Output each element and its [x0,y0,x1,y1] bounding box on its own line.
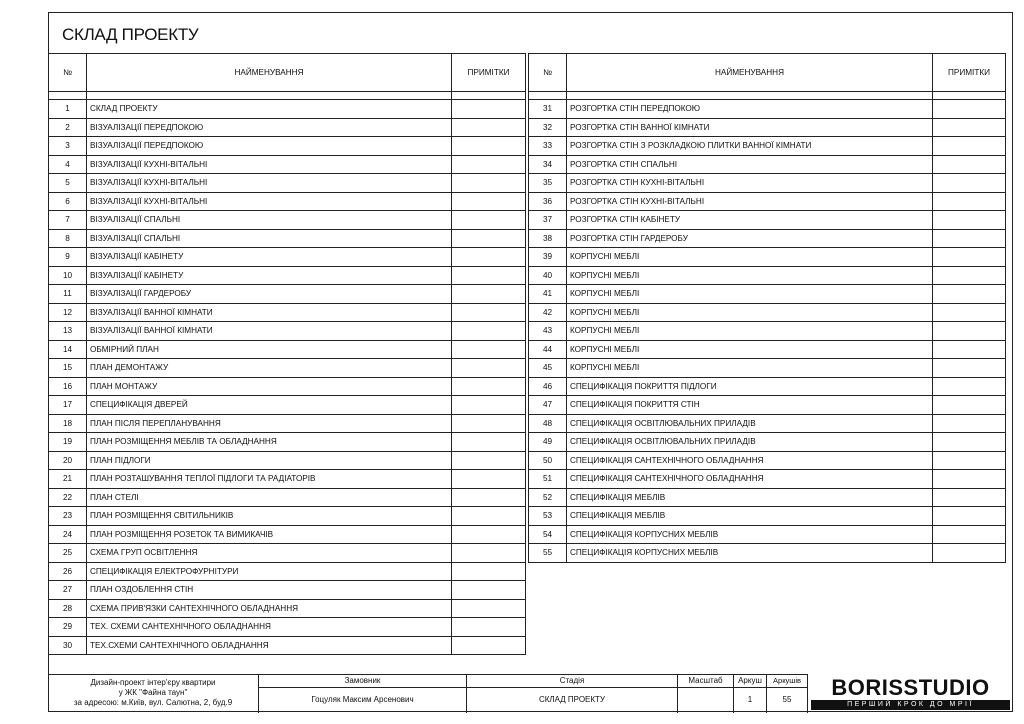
row-title: РОЗГОРТКА СТІН КУХНІ-ВІТАЛЬНІ [567,174,933,193]
row-notes [452,229,526,248]
row-notes [452,100,526,119]
row-notes [452,581,526,600]
row-number: 42 [529,303,567,322]
table-row [49,414,526,433]
table-row [49,433,526,452]
table-row [49,285,526,304]
row-title: СПЕЦИФІКАЦІЯ ДВЕРЕЙ [87,396,452,415]
table-row [49,174,526,193]
row-notes [452,192,526,211]
title-block [48,674,808,713]
header-notes: ПРИМІТКИ [452,54,526,92]
row-number: 36 [529,192,567,211]
row-number: 38 [529,229,567,248]
row-title: СХЕМА ГРУП ОСВІТЛЕННЯ [87,544,452,563]
scale-label: Масштаб [678,675,734,688]
table-row [529,174,1006,193]
row-number: 18 [49,414,87,433]
row-title: ПЛАН СТЕЛІ [87,488,452,507]
row-title: СХЕМА ПРИВ'ЯЗКИ САНТЕХНІЧНОГО ОБЛАДНАННЯ [87,599,452,618]
scale-value [678,688,734,713]
table-row [529,285,1006,304]
row-notes [452,636,526,655]
row-title: ПЛАН РОЗМІЩЕННЯ СВІТИЛЬНИКІВ [87,507,452,526]
row-notes [452,211,526,230]
stage-label: Стадія [467,675,678,688]
row-number: 13 [49,322,87,341]
row-number: 22 [49,488,87,507]
row-title: КОРПУСНІ МЕБЛІ [567,322,933,341]
table-row [49,377,526,396]
row-number: 17 [49,396,87,415]
row-title: ПЛАН ПІСЛЯ ПЕРЕПЛАНУВАННЯ [87,414,452,433]
table-row [529,192,1006,211]
row-title: ТЕХ. СХЕМИ САНТЕХНІЧНОГО ОБЛАДНАННЯ [87,618,452,637]
table-row [49,322,526,341]
row-title: СКЛАД ПРОЕКТУ [87,100,452,119]
row-notes [933,118,1006,137]
table-row [49,488,526,507]
row-title: СПЕЦИФІКАЦІЯ ЕЛЕКТРОФУРНІТУРИ [87,562,452,581]
stage-value: СКЛАД ПРОЕКТУ [467,688,678,713]
table-row [49,192,526,211]
table-row [529,525,1006,544]
row-title: КОРПУСНІ МЕБЛІ [567,303,933,322]
row-notes [933,137,1006,156]
client-label: Замовник [259,675,467,688]
row-notes [933,266,1006,285]
row-number: 48 [529,414,567,433]
row-title: ВІЗУАЛІЗАЦІЇ КАБІНЕТУ [87,266,452,285]
row-title: ВІЗУАЛІЗАЦІЇ ВАННОЇ КІМНАТИ [87,322,452,341]
row-title: РОЗГОРТКА СТІН ВАННОЇ КІМНАТИ [567,118,933,137]
row-notes [933,470,1006,489]
table-row [529,248,1006,267]
row-title: ВІЗУАЛІЗАЦІЇ ПЕРЕДПОКОЮ [87,118,452,137]
row-number: 26 [49,562,87,581]
row-notes [933,155,1006,174]
row-number: 55 [529,544,567,563]
table-row [529,359,1006,378]
table-row [49,303,526,322]
table-row [529,544,1006,563]
row-number: 29 [49,618,87,637]
row-title: СПЕЦИФІКАЦІЯ ОСВІТЛЮВАЛЬНИХ ПРИЛАДІВ [567,433,933,452]
client-value: Гоцуляк Максим Арсенович [259,688,467,713]
table-row [529,100,1006,119]
row-title: ТЕХ.СХЕМИ САНТЕХНІЧНОГО ОБЛАДНАННЯ [87,636,452,655]
row-notes [933,414,1006,433]
table-row [49,507,526,526]
row-title: КОРПУСНІ МЕБЛІ [567,359,933,378]
row-notes [452,544,526,563]
table-row [49,618,526,637]
table-row [49,100,526,119]
row-title: РОЗГОРТКА СТІН ПЕРЕДПОКОЮ [567,100,933,119]
row-notes [452,433,526,452]
row-title: ВІЗУАЛІЗАЦІЇ КУХНІ-ВІТАЛЬНІ [87,174,452,193]
page-title: СКЛАД ПРОЕКТУ [62,25,199,44]
table-row [49,525,526,544]
row-notes [452,248,526,267]
row-number: 5 [49,174,87,193]
row-notes [933,359,1006,378]
row-notes [933,433,1006,452]
row-notes [933,248,1006,267]
row-number: 25 [49,544,87,563]
row-title: РОЗГОРТКА СТІН З РОЗКЛАДКОЮ ПЛИТКИ ВАННОЇ КІМНАТИ [567,137,933,156]
row-number: 9 [49,248,87,267]
row-number: 23 [49,507,87,526]
row-number: 4 [49,155,87,174]
row-notes [933,229,1006,248]
row-notes [452,562,526,581]
table-row [49,359,526,378]
row-number: 51 [529,470,567,489]
table-row [49,266,526,285]
row-notes [452,377,526,396]
row-title: СПЕЦИФІКАЦІЯ МЕБЛІВ [567,488,933,507]
row-number: 20 [49,451,87,470]
row-title: ПЛАН РОЗМІЩЕННЯ РОЗЕТОК ТА ВИМИКАЧІВ [87,525,452,544]
row-title: ПЛАН ПІДЛОГИ [87,451,452,470]
row-title: РОЗГОРТКА СТІН СПАЛЬНІ [567,155,933,174]
row-notes [452,340,526,359]
row-number: 27 [49,581,87,600]
table-row [529,266,1006,285]
table-row [49,451,526,470]
row-number: 34 [529,155,567,174]
row-number: 53 [529,507,567,526]
row-number: 7 [49,211,87,230]
project-line: у ЖК "Файна таун" [118,688,188,697]
row-number: 37 [529,211,567,230]
row-notes [933,303,1006,322]
table-row [529,377,1006,396]
row-number: 35 [529,174,567,193]
row-number: 33 [529,137,567,156]
row-title: СПЕЦИФІКАЦІЯ КОРПУСНИХ МЕБЛІВ [567,525,933,544]
row-number: 3 [49,137,87,156]
row-number: 46 [529,377,567,396]
row-number: 8 [49,229,87,248]
header-notes: ПРИМІТКИ [933,54,1006,92]
table-row [49,470,526,489]
table-row [529,470,1006,489]
row-title: СПЕЦИФІКАЦІЯ МЕБЛІВ [567,507,933,526]
row-title: ОБМІРНИЙ ПЛАН [87,340,452,359]
row-notes [452,118,526,137]
row-title: СПЕЦИФІКАЦІЯ ОСВІТЛЮВАЛЬНИХ ПРИЛАДІВ [567,414,933,433]
row-notes [452,285,526,304]
row-title: РОЗГОРТКА СТІН КУХНІ-ВІТАЛЬНІ [567,192,933,211]
row-notes [452,137,526,156]
row-number: 16 [49,377,87,396]
row-notes [933,174,1006,193]
table-row [49,229,526,248]
table-row [529,507,1006,526]
header-num: № [529,54,567,92]
header-name: НАЙМЕНУВАННЯ [87,54,452,92]
table-row [49,562,526,581]
row-title: СПЕЦИФІКАЦІЯ ПОКРИТТЯ СТІН [567,396,933,415]
row-notes [452,396,526,415]
row-notes [933,322,1006,341]
row-number: 19 [49,433,87,452]
table-row [529,155,1006,174]
row-title: ВІЗУАЛІЗАЦІЇ КУХНІ-ВІТАЛЬНІ [87,155,452,174]
contents-table-right [528,53,1006,563]
row-number: 24 [49,525,87,544]
table-row [49,599,526,618]
row-notes [452,303,526,322]
table-row [529,340,1006,359]
row-number: 43 [529,322,567,341]
row-notes [452,599,526,618]
row-number: 2 [49,118,87,137]
row-notes [933,285,1006,304]
table-row [529,451,1006,470]
row-title: ВІЗУАЛІЗАЦІЇ ПЕРЕДПОКОЮ [87,137,452,156]
table-row [529,211,1006,230]
table-row [49,396,526,415]
sheets-value: 55 [767,688,808,713]
sheets-label: Аркушів [767,675,808,688]
row-title: СПЕЦИФІКАЦІЯ ПОКРИТТЯ ПІДЛОГИ [567,377,933,396]
row-notes [933,544,1006,563]
row-title: КОРПУСНІ МЕБЛІ [567,266,933,285]
row-title: ВІЗУАЛІЗАЦІЇ СПАЛЬНІ [87,211,452,230]
row-number: 11 [49,285,87,304]
table-row [529,396,1006,415]
table-row [49,544,526,563]
table-row [49,340,526,359]
table-row [529,303,1006,322]
row-number: 14 [49,340,87,359]
row-title: СПЕЦИФІКАЦІЯ САНТЕХНІЧНОГО ОБЛАДНАННЯ [567,470,933,489]
row-title: ВІЗУАЛІЗАЦІЇ ГАРДЕРОБУ [87,285,452,304]
sheet-label: Аркуш [734,675,767,688]
row-number: 6 [49,192,87,211]
row-notes [452,488,526,507]
contents-table-left [48,53,526,655]
row-title: ПЛАН ОЗДОБЛЕННЯ СТІН [87,581,452,600]
row-number: 44 [529,340,567,359]
row-notes [452,266,526,285]
row-title: ВІЗУАЛІЗАЦІЇ СПАЛЬНІ [87,229,452,248]
logo-slogan: ПЕРШИЙ КРОК ДО МРІЇ [811,700,1010,710]
row-notes [452,414,526,433]
row-notes [933,507,1006,526]
row-notes [933,211,1006,230]
table-row [529,488,1006,507]
row-notes [452,525,526,544]
row-notes [933,488,1006,507]
row-number: 21 [49,470,87,489]
row-title: ПЛАН РОЗТАШУВАННЯ ТЕПЛОЇ ПІДЛОГИ ТА РАДІАТОРІВ [87,470,452,489]
table-row [49,248,526,267]
row-title: ПЛАН РОЗМІЩЕННЯ МЕБЛІВ ТА ОБЛАДНАННЯ [87,433,452,452]
row-notes [452,451,526,470]
table-row [529,229,1006,248]
studio-logo [808,674,1013,712]
sheet-value: 1 [734,688,767,713]
row-number: 49 [529,433,567,452]
table-row [49,636,526,655]
table-row [529,414,1006,433]
row-number: 50 [529,451,567,470]
row-notes [933,396,1006,415]
row-title: СПЕЦИФІКАЦІЯ САНТЕХНІЧНОГО ОБЛАДНАННЯ [567,451,933,470]
row-number: 1 [49,100,87,119]
row-number: 31 [529,100,567,119]
table-row [49,155,526,174]
table-row [49,118,526,137]
row-title: ВІЗУАЛІЗАЦІЇ ВАННОЇ КІМНАТИ [87,303,452,322]
row-notes [933,377,1006,396]
row-notes [452,174,526,193]
row-title: КОРПУСНІ МЕБЛІ [567,340,933,359]
table-row [49,137,526,156]
row-notes [933,451,1006,470]
row-notes [452,359,526,378]
logo-name: BORISSTUDIO [831,675,990,700]
project-line: за адресою: м.Київ, вул. Салютна, 2, буд.9 [73,698,233,707]
header-num: № [49,54,87,92]
row-notes [933,100,1006,119]
table-row [49,581,526,600]
row-notes [933,340,1006,359]
row-number: 12 [49,303,87,322]
row-title: ВІЗУАЛІЗАЦІЇ КУХНІ-ВІТАЛЬНІ [87,192,452,211]
table-row [49,211,526,230]
table-row [529,322,1006,341]
row-number: 52 [529,488,567,507]
row-number: 28 [49,599,87,618]
row-number: 30 [49,636,87,655]
row-number: 45 [529,359,567,378]
row-notes [452,618,526,637]
row-number: 15 [49,359,87,378]
row-title: РОЗГОРТКА СТІН ГАРДЕРОБУ [567,229,933,248]
row-title: КОРПУСНІ МЕБЛІ [567,285,933,304]
row-number: 40 [529,266,567,285]
row-title: СПЕЦИФІКАЦІЯ КОРПУСНИХ МЕБЛІВ [567,544,933,563]
row-title: ПЛАН МОНТАЖУ [87,377,452,396]
row-notes [452,155,526,174]
row-number: 41 [529,285,567,304]
row-notes [933,192,1006,211]
row-title: КОРПУСНІ МЕБЛІ [567,248,933,267]
row-notes [452,470,526,489]
row-notes [452,322,526,341]
header-name: НАЙМЕНУВАННЯ [567,54,933,92]
row-number: 47 [529,396,567,415]
row-number: 39 [529,248,567,267]
table-row [529,433,1006,452]
row-notes [452,507,526,526]
row-notes [933,525,1006,544]
row-number: 32 [529,118,567,137]
row-title: ВІЗУАЛІЗАЦІЇ КАБІНЕТУ [87,248,452,267]
row-title: ПЛАН ДЕМОНТАЖУ [87,359,452,378]
row-number: 54 [529,525,567,544]
row-number: 10 [49,266,87,285]
project-line: Дизайн-проект інтер'єру квартири [90,678,216,687]
table-row [529,137,1006,156]
row-title: РОЗГОРТКА СТІН КАБІНЕТУ [567,211,933,230]
table-row [529,118,1006,137]
project-description [48,675,259,713]
